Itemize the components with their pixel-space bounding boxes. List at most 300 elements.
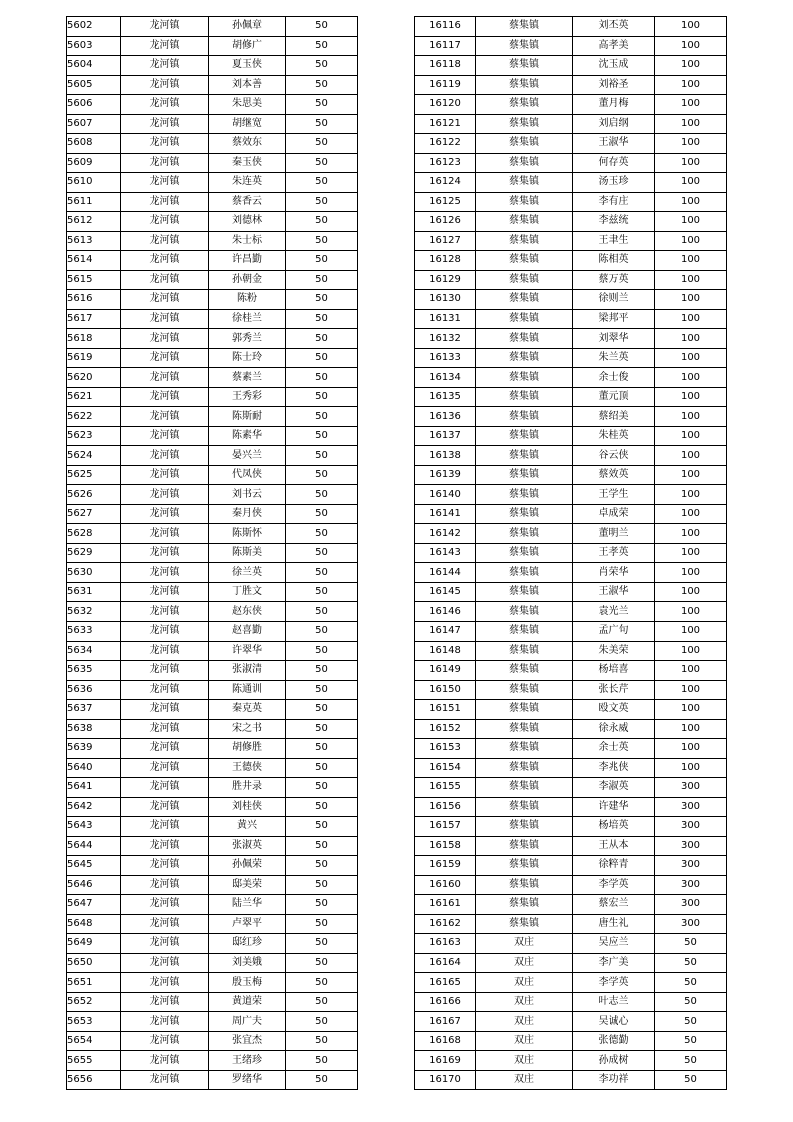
record-number-cell: 5628	[67, 524, 121, 544]
table-row	[67, 719, 358, 739]
table-row	[415, 895, 727, 915]
amount-cell: 50	[286, 582, 358, 602]
person-name-cell: 陆兰华	[209, 895, 286, 915]
table-row	[67, 309, 358, 329]
table-row	[415, 934, 727, 954]
table-row	[67, 739, 358, 759]
town-cell: 蔡集镇	[476, 407, 573, 427]
town-cell: 龙河镇	[121, 719, 209, 739]
record-number-cell: 5609	[67, 153, 121, 173]
record-number-cell: 16152	[415, 719, 476, 739]
town-cell: 龙河镇	[121, 797, 209, 817]
record-number-cell: 5626	[67, 485, 121, 505]
amount-cell: 100	[655, 758, 727, 778]
record-number-cell: 16154	[415, 758, 476, 778]
town-cell: 龙河镇	[121, 251, 209, 271]
person-name-cell: 蔡香云	[209, 192, 286, 212]
town-cell: 蔡集镇	[476, 739, 573, 759]
person-name-cell: 董月梅	[573, 95, 655, 115]
person-name-cell: 沈玉成	[573, 56, 655, 76]
town-cell: 龙河镇	[121, 661, 209, 681]
table-row	[415, 231, 727, 251]
town-cell: 蔡集镇	[476, 817, 573, 837]
record-number-cell: 5603	[67, 36, 121, 56]
table-row	[67, 95, 358, 115]
person-name-cell: 秦月侠	[209, 504, 286, 524]
amount-cell: 100	[655, 661, 727, 681]
table-row	[415, 446, 727, 466]
table-row	[67, 602, 358, 622]
town-cell: 蔡集镇	[476, 661, 573, 681]
amount-cell: 50	[286, 563, 358, 583]
town-cell: 蔡集镇	[476, 368, 573, 388]
table-row	[67, 778, 358, 798]
person-name-cell: 董元顶	[573, 387, 655, 407]
person-name-cell: 秦克英	[209, 700, 286, 720]
table-row	[415, 504, 727, 524]
amount-cell: 100	[655, 290, 727, 310]
record-number-cell: 5652	[67, 992, 121, 1012]
amount-cell: 50	[286, 700, 358, 720]
town-cell: 蔡集镇	[476, 602, 573, 622]
town-cell: 龙河镇	[121, 407, 209, 427]
person-name-cell: 宋之书	[209, 719, 286, 739]
amount-cell: 100	[655, 368, 727, 388]
table-row	[67, 992, 358, 1012]
town-cell: 龙河镇	[121, 1012, 209, 1032]
person-name-cell: 蔡效东	[209, 134, 286, 154]
table-row	[415, 817, 727, 837]
amount-cell: 50	[286, 1012, 358, 1032]
table-row	[67, 212, 358, 232]
person-name-cell: 李广美	[573, 953, 655, 973]
person-name-cell: 陈通训	[209, 680, 286, 700]
amount-cell: 100	[655, 407, 727, 427]
record-number-cell: 16168	[415, 1031, 476, 1051]
record-number-cell: 5635	[67, 661, 121, 681]
table-row	[415, 270, 727, 290]
amount-cell: 300	[655, 778, 727, 798]
person-name-cell: 张淑清	[209, 661, 286, 681]
person-name-cell: 孙朝金	[209, 270, 286, 290]
town-cell: 蔡集镇	[476, 231, 573, 251]
person-name-cell: 唐生礼	[573, 914, 655, 934]
amount-cell: 100	[655, 153, 727, 173]
person-name-cell: 王孝英	[573, 543, 655, 563]
record-number-cell: 16124	[415, 173, 476, 193]
table-row	[415, 348, 727, 368]
amount-cell: 100	[655, 641, 727, 661]
person-name-cell: 殷玉梅	[209, 973, 286, 993]
amount-cell: 100	[655, 739, 727, 759]
amount-cell: 100	[655, 56, 727, 76]
record-number-cell: 16166	[415, 992, 476, 1012]
record-number-cell: 16116	[415, 17, 476, 37]
amount-cell: 50	[286, 446, 358, 466]
record-number-cell: 5645	[67, 856, 121, 876]
table-row	[67, 836, 358, 856]
record-number-cell: 5651	[67, 973, 121, 993]
table-row	[67, 973, 358, 993]
town-cell: 双庄	[476, 934, 573, 954]
table-row	[67, 17, 358, 37]
person-name-cell: 邸红珍	[209, 934, 286, 954]
person-name-cell: 张宜杰	[209, 1031, 286, 1051]
town-cell: 龙河镇	[121, 504, 209, 524]
amount-cell: 50	[286, 485, 358, 505]
amount-cell: 50	[286, 387, 358, 407]
table-row	[67, 504, 358, 524]
person-name-cell: 王淑华	[573, 582, 655, 602]
person-name-cell: 刘翠华	[573, 329, 655, 349]
person-name-cell: 徐则兰	[573, 290, 655, 310]
town-cell: 蔡集镇	[476, 621, 573, 641]
town-cell: 龙河镇	[121, 329, 209, 349]
town-cell: 蔡集镇	[476, 582, 573, 602]
table-row	[67, 231, 358, 251]
person-name-cell: 朱桂英	[573, 426, 655, 446]
person-name-cell: 杨培英	[573, 817, 655, 837]
person-name-cell: 王从本	[573, 836, 655, 856]
amount-cell: 100	[655, 329, 727, 349]
record-number-cell: 5621	[67, 387, 121, 407]
person-name-cell: 叶志兰	[573, 992, 655, 1012]
amount-cell: 50	[286, 348, 358, 368]
record-number-cell: 5604	[67, 56, 121, 76]
table-row	[415, 700, 727, 720]
table-row	[415, 251, 727, 271]
town-cell: 龙河镇	[121, 602, 209, 622]
table-row	[415, 1012, 727, 1032]
record-number-cell: 5639	[67, 739, 121, 759]
record-number-cell: 16156	[415, 797, 476, 817]
town-cell: 龙河镇	[121, 212, 209, 232]
person-name-cell: 徐永威	[573, 719, 655, 739]
amount-cell: 50	[286, 836, 358, 856]
table-row	[67, 251, 358, 271]
record-number-cell: 5624	[67, 446, 121, 466]
town-cell: 龙河镇	[121, 641, 209, 661]
amount-cell: 50	[286, 329, 358, 349]
town-cell: 龙河镇	[121, 114, 209, 134]
table-row	[415, 212, 727, 232]
amount-cell: 50	[286, 973, 358, 993]
amount-cell: 50	[286, 602, 358, 622]
person-name-cell: 胡修胜	[209, 739, 286, 759]
town-cell: 龙河镇	[121, 485, 209, 505]
table-row	[415, 875, 727, 895]
person-name-cell: 孟广句	[573, 621, 655, 641]
table-row	[415, 290, 727, 310]
record-number-cell: 16121	[415, 114, 476, 134]
record-number-cell: 5648	[67, 914, 121, 934]
record-number-cell: 16129	[415, 270, 476, 290]
record-number-cell: 5622	[67, 407, 121, 427]
town-cell: 蔡集镇	[476, 348, 573, 368]
person-name-cell: 谷云侠	[573, 446, 655, 466]
town-cell: 龙河镇	[121, 290, 209, 310]
person-name-cell: 陈斯美	[209, 543, 286, 563]
table-row	[415, 836, 727, 856]
record-number-cell: 16126	[415, 212, 476, 232]
amount-cell: 50	[286, 661, 358, 681]
record-number-cell: 16118	[415, 56, 476, 76]
amount-cell: 50	[286, 914, 358, 934]
person-name-cell: 许翠华	[209, 641, 286, 661]
town-cell: 龙河镇	[121, 134, 209, 154]
record-number-cell: 16163	[415, 934, 476, 954]
amount-cell: 50	[286, 153, 358, 173]
person-name-cell: 邸美荣	[209, 875, 286, 895]
record-number-cell: 16146	[415, 602, 476, 622]
table-row	[67, 329, 358, 349]
record-number-cell: 16140	[415, 485, 476, 505]
amount-cell: 50	[286, 1051, 358, 1071]
person-name-cell: 蔡素兰	[209, 368, 286, 388]
town-cell: 双庄	[476, 1051, 573, 1071]
record-number-cell: 16144	[415, 563, 476, 583]
amount-cell: 300	[655, 895, 727, 915]
person-name-cell: 张长芹	[573, 680, 655, 700]
amount-cell: 50	[286, 173, 358, 193]
town-cell: 蔡集镇	[476, 36, 573, 56]
amount-cell: 50	[286, 465, 358, 485]
record-number-cell: 5606	[67, 95, 121, 115]
town-cell: 龙河镇	[121, 621, 209, 641]
town-cell: 龙河镇	[121, 231, 209, 251]
amount-cell: 300	[655, 856, 727, 876]
table-row	[415, 36, 727, 56]
amount-cell: 100	[655, 700, 727, 720]
town-cell: 蔡集镇	[476, 153, 573, 173]
amount-cell: 50	[286, 992, 358, 1012]
record-number-cell: 5625	[67, 465, 121, 485]
table-row	[415, 56, 727, 76]
town-cell: 蔡集镇	[476, 387, 573, 407]
record-number-cell: 16170	[415, 1070, 476, 1090]
amount-cell: 50	[655, 992, 727, 1012]
record-number-cell: 5616	[67, 290, 121, 310]
town-cell: 龙河镇	[121, 387, 209, 407]
person-name-cell: 陈粉	[209, 290, 286, 310]
person-name-cell: 朱思美	[209, 95, 286, 115]
record-number-cell: 5642	[67, 797, 121, 817]
person-name-cell: 孙佩章	[209, 17, 286, 37]
town-cell: 龙河镇	[121, 56, 209, 76]
person-name-cell: 刘书云	[209, 485, 286, 505]
amount-cell: 50	[286, 953, 358, 973]
table-row	[67, 1031, 358, 1051]
amount-cell: 50	[286, 17, 358, 37]
town-cell: 龙河镇	[121, 446, 209, 466]
person-name-cell: 李兆侠	[573, 758, 655, 778]
person-name-cell: 蔡宏兰	[573, 895, 655, 915]
town-cell: 蔡集镇	[476, 329, 573, 349]
town-cell: 蔡集镇	[476, 75, 573, 95]
person-name-cell: 吴诚心	[573, 1012, 655, 1032]
record-number-cell: 16164	[415, 953, 476, 973]
amount-cell: 50	[286, 309, 358, 329]
amount-cell: 50	[286, 192, 358, 212]
town-cell: 双庄	[476, 1012, 573, 1032]
person-name-cell: 朱美荣	[573, 641, 655, 661]
amount-cell: 100	[655, 719, 727, 739]
town-cell: 龙河镇	[121, 309, 209, 329]
record-number-cell: 16135	[415, 387, 476, 407]
town-cell: 龙河镇	[121, 36, 209, 56]
record-number-cell: 16134	[415, 368, 476, 388]
person-name-cell: 卓成荣	[573, 504, 655, 524]
person-name-cell: 黄道荣	[209, 992, 286, 1012]
person-name-cell: 朱兰英	[573, 348, 655, 368]
town-cell: 蔡集镇	[476, 543, 573, 563]
person-name-cell: 蔡绍美	[573, 407, 655, 427]
record-number-cell: 16123	[415, 153, 476, 173]
town-cell: 龙河镇	[121, 934, 209, 954]
record-number-cell: 5631	[67, 582, 121, 602]
record-number-cell: 16169	[415, 1051, 476, 1071]
amount-cell: 50	[286, 290, 358, 310]
person-name-cell: 王秀彩	[209, 387, 286, 407]
person-name-cell: 陈斯怀	[209, 524, 286, 544]
amount-cell: 50	[286, 1031, 358, 1051]
table-row	[67, 895, 358, 915]
town-cell: 蔡集镇	[476, 875, 573, 895]
person-name-cell: 许建华	[573, 797, 655, 817]
person-name-cell: 王学生	[573, 485, 655, 505]
town-cell: 龙河镇	[121, 1051, 209, 1071]
record-number-cell: 16162	[415, 914, 476, 934]
town-cell: 蔡集镇	[476, 641, 573, 661]
amount-cell: 50	[286, 895, 358, 915]
person-name-cell: 丁胜文	[209, 582, 286, 602]
amount-cell: 50	[286, 36, 358, 56]
town-cell: 龙河镇	[121, 836, 209, 856]
amount-cell: 50	[286, 680, 358, 700]
table-row	[415, 329, 727, 349]
record-number-cell: 5640	[67, 758, 121, 778]
table-row	[415, 778, 727, 798]
table-row	[67, 290, 358, 310]
table-row	[415, 856, 727, 876]
amount-cell: 50	[286, 641, 358, 661]
record-number-cell: 5610	[67, 173, 121, 193]
amount-cell: 100	[655, 134, 727, 154]
record-number-cell: 5618	[67, 329, 121, 349]
person-name-cell: 刘丕英	[573, 17, 655, 37]
town-cell: 龙河镇	[121, 739, 209, 759]
table-row	[67, 426, 358, 446]
record-number-cell: 5627	[67, 504, 121, 524]
table-row	[67, 817, 358, 837]
town-cell: 蔡集镇	[476, 465, 573, 485]
person-name-cell: 刘启纲	[573, 114, 655, 134]
record-number-cell: 16127	[415, 231, 476, 251]
town-cell: 蔡集镇	[476, 426, 573, 446]
amount-cell: 100	[655, 582, 727, 602]
table-row	[415, 582, 727, 602]
record-number-cell: 16150	[415, 680, 476, 700]
table-row	[67, 387, 358, 407]
town-cell: 双庄	[476, 973, 573, 993]
table-row	[415, 543, 727, 563]
person-name-cell: 高孝美	[573, 36, 655, 56]
amount-cell: 100	[655, 426, 727, 446]
town-cell: 蔡集镇	[476, 95, 573, 115]
table-row	[67, 758, 358, 778]
town-cell: 龙河镇	[121, 192, 209, 212]
amount-cell: 50	[286, 797, 358, 817]
person-name-cell: 郭秀兰	[209, 329, 286, 349]
table-row	[415, 368, 727, 388]
amount-cell: 50	[286, 719, 358, 739]
person-name-cell: 李有庄	[573, 192, 655, 212]
person-name-cell: 赵喜勤	[209, 621, 286, 641]
amount-cell: 300	[655, 875, 727, 895]
record-number-cell: 16136	[415, 407, 476, 427]
amount-cell: 50	[286, 56, 358, 76]
record-number-cell: 5647	[67, 895, 121, 915]
town-cell: 蔡集镇	[476, 856, 573, 876]
person-name-cell: 董明兰	[573, 524, 655, 544]
amount-cell: 100	[655, 465, 727, 485]
table-row	[67, 680, 358, 700]
table-row	[67, 56, 358, 76]
record-number-cell: 16141	[415, 504, 476, 524]
person-name-cell: 陈相英	[573, 251, 655, 271]
table-row	[415, 1070, 727, 1090]
table-row	[67, 582, 358, 602]
person-name-cell: 孙佩荣	[209, 856, 286, 876]
town-cell: 龙河镇	[121, 75, 209, 95]
town-cell: 龙河镇	[121, 563, 209, 583]
person-name-cell: 徐兰英	[209, 563, 286, 583]
record-number-cell: 5634	[67, 641, 121, 661]
town-cell: 蔡集镇	[476, 251, 573, 271]
person-name-cell: 肖荣华	[573, 563, 655, 583]
record-number-cell: 5630	[67, 563, 121, 583]
amount-cell: 50	[286, 504, 358, 524]
town-cell: 蔡集镇	[476, 173, 573, 193]
person-name-cell: 蔡万英	[573, 270, 655, 290]
amount-cell: 100	[655, 173, 727, 193]
town-cell: 龙河镇	[121, 875, 209, 895]
amount-cell: 100	[655, 621, 727, 641]
record-number-cell: 5605	[67, 75, 121, 95]
person-name-cell: 何存英	[573, 153, 655, 173]
person-name-cell: 孙成树	[573, 1051, 655, 1071]
town-cell: 龙河镇	[121, 817, 209, 837]
amount-cell: 100	[655, 524, 727, 544]
town-cell: 蔡集镇	[476, 134, 573, 154]
town-cell: 蔡集镇	[476, 719, 573, 739]
table-row	[67, 465, 358, 485]
amount-cell: 50	[286, 407, 358, 427]
table-row	[67, 36, 358, 56]
table-row	[415, 719, 727, 739]
record-number-cell: 16159	[415, 856, 476, 876]
table-row	[67, 407, 358, 427]
town-cell: 龙河镇	[121, 465, 209, 485]
person-name-cell: 胡继宽	[209, 114, 286, 134]
town-cell: 龙河镇	[121, 680, 209, 700]
person-name-cell: 李学英	[573, 875, 655, 895]
table-row	[67, 621, 358, 641]
record-number-cell: 16137	[415, 426, 476, 446]
amount-cell: 100	[655, 387, 727, 407]
person-name-cell: 许昌勤	[209, 251, 286, 271]
record-number-cell: 5649	[67, 934, 121, 954]
